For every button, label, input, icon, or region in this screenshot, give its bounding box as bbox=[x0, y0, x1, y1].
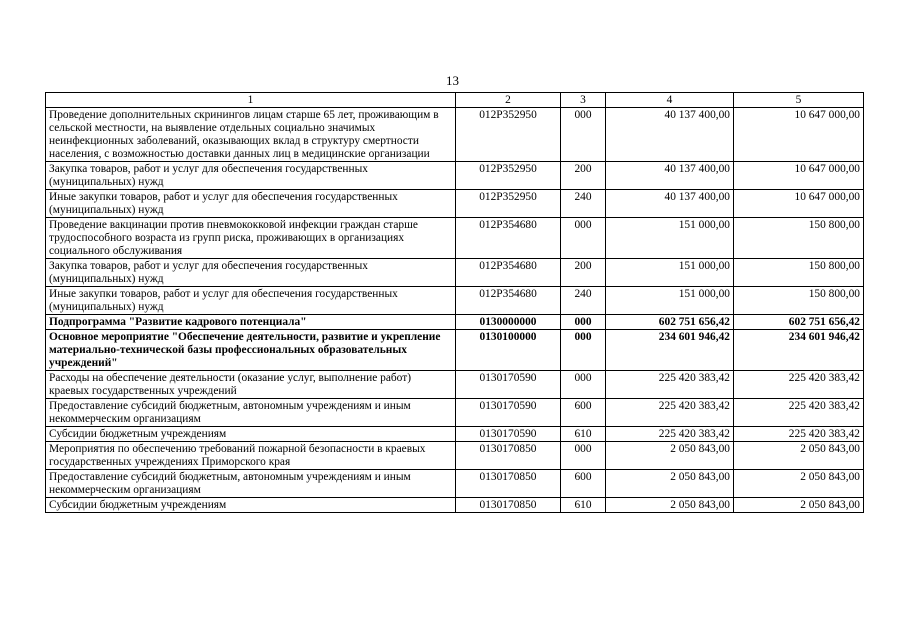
header-cell-3: 3 bbox=[561, 93, 606, 108]
row-sum1-cell: 40 137 400,00 bbox=[606, 190, 734, 218]
row-vr-cell: 200 bbox=[561, 259, 606, 287]
table-row bbox=[46, 371, 864, 399]
row-vr-cell: 000 bbox=[561, 330, 606, 371]
row-sum2-cell: 10 647 000,00 bbox=[734, 162, 864, 190]
row-code-cell: 0130000000 bbox=[456, 315, 561, 330]
row-name-cell: Основное мероприятие "Обеспечение деятельности, развитие и укрепление материально-технической базы профессиональных образовательных учреждений" bbox=[46, 330, 456, 371]
table-row bbox=[46, 315, 864, 330]
row-sum1-cell: 151 000,00 bbox=[606, 218, 734, 259]
row-vr-cell: 000 bbox=[561, 315, 606, 330]
row-sum2-cell: 225 420 383,42 bbox=[734, 427, 864, 442]
row-name-cell: Субсидии бюджетным учреждениям bbox=[46, 427, 456, 442]
header-cell-1: 1 bbox=[46, 93, 456, 108]
table-row bbox=[46, 162, 864, 190]
row-vr-cell: 610 bbox=[561, 427, 606, 442]
row-sum2-cell: 225 420 383,42 bbox=[734, 371, 864, 399]
row-name-cell: Расходы на обеспечение деятельности (оказание услуг, выполнение работ) краевых государственных учреждений bbox=[46, 371, 456, 399]
row-code-cell: 012P354680 bbox=[456, 218, 561, 259]
row-code-cell: 012P354680 bbox=[456, 259, 561, 287]
row-code-cell: 012P352950 bbox=[456, 108, 561, 162]
row-sum2-cell: 150 800,00 bbox=[734, 218, 864, 259]
table-row bbox=[46, 470, 864, 498]
row-sum1-cell: 225 420 383,42 bbox=[606, 371, 734, 399]
row-sum1-cell: 40 137 400,00 bbox=[606, 162, 734, 190]
row-sum2-cell: 10 647 000,00 bbox=[734, 108, 864, 162]
row-vr-cell: 240 bbox=[561, 287, 606, 315]
row-name-cell: Закупка товаров, работ и услуг для обеспечения государственных (муниципальных) нужд bbox=[46, 162, 456, 190]
row-sum1-cell: 234 601 946,42 bbox=[606, 330, 734, 371]
row-vr-cell: 600 bbox=[561, 470, 606, 498]
row-sum1-cell: 151 000,00 bbox=[606, 287, 734, 315]
row-sum1-cell: 602 751 656,42 bbox=[606, 315, 734, 330]
row-code-cell: 0130170590 bbox=[456, 399, 561, 427]
row-code-cell: 0130170590 bbox=[456, 371, 561, 399]
row-name-cell: Закупка товаров, работ и услуг для обеспечения государственных (муниципальных) нужд bbox=[46, 259, 456, 287]
row-sum1-cell: 225 420 383,42 bbox=[606, 399, 734, 427]
table-row bbox=[46, 399, 864, 427]
row-vr-cell: 240 bbox=[561, 190, 606, 218]
header-row bbox=[46, 93, 864, 108]
row-name-cell: Мероприятия по обеспечению требований пожарной безопасности в краевых государственных учреждениях Приморского края bbox=[46, 442, 456, 470]
row-vr-cell: 200 bbox=[561, 162, 606, 190]
table-row bbox=[46, 427, 864, 442]
table-body bbox=[46, 108, 864, 513]
row-sum2-cell: 2 050 843,00 bbox=[734, 442, 864, 470]
header-cell-2: 2 bbox=[456, 93, 561, 108]
row-sum1-cell: 2 050 843,00 bbox=[606, 498, 734, 513]
row-vr-cell: 600 bbox=[561, 399, 606, 427]
row-sum2-cell: 2 050 843,00 bbox=[734, 470, 864, 498]
table-row bbox=[46, 330, 864, 371]
row-sum2-cell: 225 420 383,42 bbox=[734, 399, 864, 427]
header-cell-4: 4 bbox=[606, 93, 734, 108]
row-code-cell: 0130170850 bbox=[456, 498, 561, 513]
row-sum2-cell: 150 800,00 bbox=[734, 287, 864, 315]
row-vr-cell: 000 bbox=[561, 442, 606, 470]
row-name-cell: Проведение дополнительных скринингов лицам старше 65 лет, проживающим в сельской местности, на выявление отдельных социально значимых неинфекционных заболеваний, оказывающих вклад в структуру смертности населения, с возможностью доставки данных лиц в медицинские организации bbox=[46, 108, 456, 162]
row-sum1-cell: 2 050 843,00 bbox=[606, 442, 734, 470]
table-row bbox=[46, 218, 864, 259]
row-vr-cell: 000 bbox=[561, 218, 606, 259]
row-sum2-cell: 234 601 946,42 bbox=[734, 330, 864, 371]
row-name-cell: Иные закупки товаров, работ и услуг для обеспечения государственных (муниципальных) нужд bbox=[46, 190, 456, 218]
row-code-cell: 0130170850 bbox=[456, 442, 561, 470]
row-sum2-cell: 602 751 656,42 bbox=[734, 315, 864, 330]
row-sum1-cell: 225 420 383,42 bbox=[606, 427, 734, 442]
row-code-cell: 0130170590 bbox=[456, 427, 561, 442]
row-code-cell: 012P354680 bbox=[456, 287, 561, 315]
row-vr-cell: 000 bbox=[561, 108, 606, 162]
row-vr-cell: 610 bbox=[561, 498, 606, 513]
row-name-cell: Проведение вакцинации против пневмококковой инфекции граждан старше трудоспособного возраста из групп риска, проживающих в организациях социального обслуживания bbox=[46, 218, 456, 259]
row-code-cell: 0130100000 bbox=[456, 330, 561, 371]
row-sum1-cell: 151 000,00 bbox=[606, 259, 734, 287]
row-name-cell: Предоставление субсидий бюджетным, автономным учреждениям и иным некоммерческим организациям bbox=[46, 399, 456, 427]
row-name-cell: Иные закупки товаров, работ и услуг для обеспечения государственных (муниципальных) нужд bbox=[46, 287, 456, 315]
table-row bbox=[46, 498, 864, 513]
row-name-cell: Предоставление субсидий бюджетным, автономным учреждениям и иным некоммерческим организациям bbox=[46, 470, 456, 498]
row-sum1-cell: 40 137 400,00 bbox=[606, 108, 734, 162]
row-sum2-cell: 2 050 843,00 bbox=[734, 498, 864, 513]
row-name-cell: Подпрограмма "Развитие кадрового потенциала" bbox=[46, 315, 456, 330]
row-sum2-cell: 150 800,00 bbox=[734, 259, 864, 287]
row-vr-cell: 000 bbox=[561, 371, 606, 399]
table-row bbox=[46, 190, 864, 218]
table-row bbox=[46, 259, 864, 287]
table-row bbox=[46, 108, 864, 162]
row-code-cell: 012P352950 bbox=[456, 190, 561, 218]
table-row bbox=[46, 442, 864, 470]
table-row bbox=[46, 287, 864, 315]
page-number: 13 bbox=[446, 73, 459, 88]
header-cell-5: 5 bbox=[734, 93, 864, 108]
row-code-cell: 0130170850 bbox=[456, 470, 561, 498]
budget-table bbox=[45, 92, 864, 513]
row-sum1-cell: 2 050 843,00 bbox=[606, 470, 734, 498]
row-code-cell: 012P352950 bbox=[456, 162, 561, 190]
row-name-cell: Субсидии бюджетным учреждениям bbox=[46, 498, 456, 513]
row-sum2-cell: 10 647 000,00 bbox=[734, 190, 864, 218]
